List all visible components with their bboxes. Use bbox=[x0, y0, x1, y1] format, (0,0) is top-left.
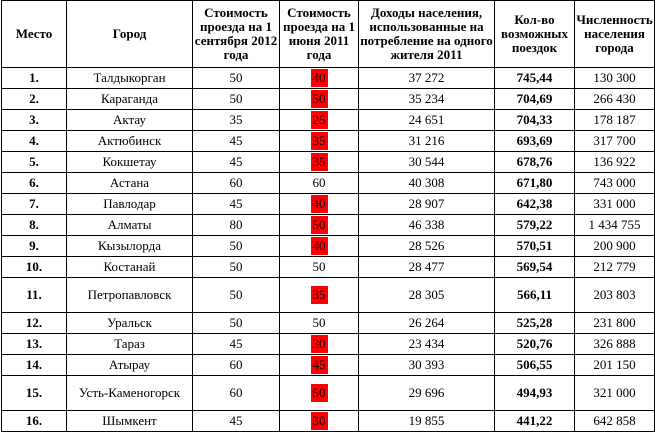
cell-trips: 566,11 bbox=[495, 278, 575, 313]
cell-city: Кызылорда bbox=[67, 236, 193, 257]
cell-price-sep: 60 bbox=[193, 376, 280, 411]
table-body bbox=[2, 68, 655, 432]
cell-trips: 704,69 bbox=[495, 89, 575, 110]
cell-city: Тараз bbox=[67, 334, 193, 355]
cell-price-sep: 45 bbox=[193, 152, 280, 173]
cell-price-sep: 50 bbox=[193, 278, 280, 313]
cell-population: 200 900 bbox=[575, 236, 655, 257]
cell-city: Астана bbox=[67, 173, 193, 194]
cell-population: 331 000 bbox=[575, 194, 655, 215]
cell-trips: 494,93 bbox=[495, 376, 575, 411]
cell-price-jun bbox=[280, 89, 359, 110]
cell-income: 30 544 bbox=[359, 152, 495, 173]
cell-trips: 520,76 bbox=[495, 334, 575, 355]
header-trips: Кол-во возможных поездок bbox=[495, 1, 575, 68]
cell-price-sep: 60 bbox=[193, 355, 280, 376]
cell-price-sep: 45 bbox=[193, 411, 280, 432]
cell-place: 6. bbox=[2, 173, 67, 194]
cell-price-sep: 35 bbox=[193, 110, 280, 131]
cell-population: 212 779 bbox=[575, 257, 655, 278]
cell-price-jun bbox=[280, 68, 359, 89]
cell-price-jun bbox=[280, 110, 359, 131]
table-row bbox=[2, 215, 655, 236]
cell-city: Кокшетау bbox=[67, 152, 193, 173]
table-row bbox=[2, 376, 655, 411]
highlighted-value: 45 bbox=[312, 357, 326, 372]
table-row bbox=[2, 68, 655, 89]
cell-price-jun: 50 bbox=[280, 313, 359, 334]
cell-price-sep: 80 bbox=[193, 215, 280, 236]
cell-income: 28 907 bbox=[359, 194, 495, 215]
cell-price-sep: 45 bbox=[193, 194, 280, 215]
cell-price-jun: 60 bbox=[280, 173, 359, 194]
highlighted-value: 40 bbox=[312, 70, 326, 85]
table-row bbox=[2, 257, 655, 278]
cell-population: 743 000 bbox=[575, 173, 655, 194]
cell-place: 1. bbox=[2, 68, 67, 89]
highlighted-value: 35 bbox=[312, 133, 326, 148]
cell-trips: 579,22 bbox=[495, 215, 575, 236]
cell-place: 16. bbox=[2, 411, 67, 432]
cell-price-jun bbox=[280, 376, 359, 411]
header-population: Численность населения города bbox=[575, 1, 655, 68]
table-row bbox=[2, 334, 655, 355]
cell-city: Павлодар bbox=[67, 194, 193, 215]
cell-income: 28 305 bbox=[359, 278, 495, 313]
table-row bbox=[2, 131, 655, 152]
cell-place: 12. bbox=[2, 313, 67, 334]
cell-income: 28 526 bbox=[359, 236, 495, 257]
cell-price-jun bbox=[280, 194, 359, 215]
cell-city: Костанай bbox=[67, 257, 193, 278]
cell-price-jun bbox=[280, 355, 359, 376]
cell-trips: 525,28 bbox=[495, 313, 575, 334]
cell-price-jun bbox=[280, 411, 359, 432]
cell-price-sep: 50 bbox=[193, 257, 280, 278]
cell-population: 178 187 bbox=[575, 110, 655, 131]
cell-population: 326 888 bbox=[575, 334, 655, 355]
cell-city: Усть-Каменогорск bbox=[67, 376, 193, 411]
cell-place: 13. bbox=[2, 334, 67, 355]
header-income: Доходы населения, использованные на потребление на одного жителя 2011 bbox=[359, 1, 495, 68]
cell-price-sep: 50 bbox=[193, 68, 280, 89]
cell-trips: 642,38 bbox=[495, 194, 575, 215]
cell-population: 317 700 bbox=[575, 131, 655, 152]
highlighted-value: 40 bbox=[312, 196, 326, 211]
cell-place: 8. bbox=[2, 215, 67, 236]
highlighted-value: 50 bbox=[312, 91, 326, 106]
cell-trips: 678,76 bbox=[495, 152, 575, 173]
cell-price-jun: 50 bbox=[280, 257, 359, 278]
cell-income: 30 393 bbox=[359, 355, 495, 376]
table-row bbox=[2, 152, 655, 173]
cell-income: 19 855 bbox=[359, 411, 495, 432]
cell-price-jun bbox=[280, 236, 359, 257]
cell-place: 5. bbox=[2, 152, 67, 173]
cell-city: Талдыкорган bbox=[67, 68, 193, 89]
cell-price-jun bbox=[280, 278, 359, 313]
cell-income: 46 338 bbox=[359, 215, 495, 236]
cell-income: 35 234 bbox=[359, 89, 495, 110]
cell-population: 231 800 bbox=[575, 313, 655, 334]
cell-price-jun bbox=[280, 334, 359, 355]
cell-population: 203 803 bbox=[575, 278, 655, 313]
cell-population: 266 430 bbox=[575, 89, 655, 110]
header-row bbox=[2, 1, 655, 68]
cell-income: 26 264 bbox=[359, 313, 495, 334]
cell-city: Атырау bbox=[67, 355, 193, 376]
cell-trips: 693,69 bbox=[495, 131, 575, 152]
cell-place: 11. bbox=[2, 278, 67, 313]
cell-population: 201 150 bbox=[575, 355, 655, 376]
cell-population: 136 922 bbox=[575, 152, 655, 173]
cell-trips: 745,44 bbox=[495, 68, 575, 89]
cell-place: 4. bbox=[2, 131, 67, 152]
cell-city: Алматы bbox=[67, 215, 193, 236]
table-row bbox=[2, 355, 655, 376]
highlighted-value: 35 bbox=[312, 287, 326, 302]
cell-population: 130 300 bbox=[575, 68, 655, 89]
cell-income: 23 434 bbox=[359, 334, 495, 355]
highlighted-value: 50 bbox=[312, 217, 326, 232]
header-city: Город bbox=[67, 1, 193, 68]
highlighted-value: 50 bbox=[312, 385, 326, 400]
cell-place: 2. bbox=[2, 89, 67, 110]
cell-place: 14. bbox=[2, 355, 67, 376]
cell-price-sep: 45 bbox=[193, 131, 280, 152]
cell-city: Уральск bbox=[67, 313, 193, 334]
table-row bbox=[2, 194, 655, 215]
header-price-sep: Стоимость проезда на 1 сентября 2012 года bbox=[193, 1, 280, 68]
cell-trips: 671,80 bbox=[495, 173, 575, 194]
table-row bbox=[2, 173, 655, 194]
cell-price-jun bbox=[280, 131, 359, 152]
cell-population: 321 000 bbox=[575, 376, 655, 411]
cell-place: 7. bbox=[2, 194, 67, 215]
highlighted-value: 40 bbox=[312, 238, 326, 253]
cell-place: 3. bbox=[2, 110, 67, 131]
cell-trips: 441,22 bbox=[495, 411, 575, 432]
cell-population: 642 858 bbox=[575, 411, 655, 432]
cell-population: 1 434 755 bbox=[575, 215, 655, 236]
cell-trips: 506,55 bbox=[495, 355, 575, 376]
cell-income: 24 651 bbox=[359, 110, 495, 131]
cell-city: Караганда bbox=[67, 89, 193, 110]
table-row bbox=[2, 236, 655, 257]
cell-price-sep: 50 bbox=[193, 89, 280, 110]
highlighted-value: 35 bbox=[312, 154, 326, 169]
highlighted-value: 30 bbox=[312, 413, 326, 428]
cell-place: 15. bbox=[2, 376, 67, 411]
table-row bbox=[2, 411, 655, 432]
cell-income: 29 696 bbox=[359, 376, 495, 411]
header-price-jun: Стоимость проезда на 1 июня 2011 года bbox=[280, 1, 359, 68]
table-row bbox=[2, 278, 655, 313]
cell-income: 28 477 bbox=[359, 257, 495, 278]
cell-city: Петропавловск bbox=[67, 278, 193, 313]
cell-income: 31 216 bbox=[359, 131, 495, 152]
table-row bbox=[2, 89, 655, 110]
cell-price-sep: 60 bbox=[193, 173, 280, 194]
fare-ranking-table bbox=[1, 0, 655, 432]
cell-trips: 570,51 bbox=[495, 236, 575, 257]
cell-income: 40 308 bbox=[359, 173, 495, 194]
cell-trips: 569,54 bbox=[495, 257, 575, 278]
highlighted-value: 25 bbox=[312, 112, 326, 127]
cell-city: Шымкент bbox=[67, 411, 193, 432]
cell-place: 10. bbox=[2, 257, 67, 278]
cell-price-sep: 45 bbox=[193, 334, 280, 355]
cell-trips: 704,33 bbox=[495, 110, 575, 131]
table-row bbox=[2, 313, 655, 334]
cell-income: 37 272 bbox=[359, 68, 495, 89]
cell-price-sep: 50 bbox=[193, 313, 280, 334]
highlighted-value: 30 bbox=[312, 336, 326, 351]
cell-place: 9. bbox=[2, 236, 67, 257]
cell-city: Актау bbox=[67, 110, 193, 131]
header-place: Место bbox=[2, 1, 67, 68]
table-row bbox=[2, 110, 655, 131]
cell-price-jun bbox=[280, 152, 359, 173]
cell-price-sep: 50 bbox=[193, 236, 280, 257]
cell-price-jun bbox=[280, 215, 359, 236]
cell-city: Актюбинск bbox=[67, 131, 193, 152]
